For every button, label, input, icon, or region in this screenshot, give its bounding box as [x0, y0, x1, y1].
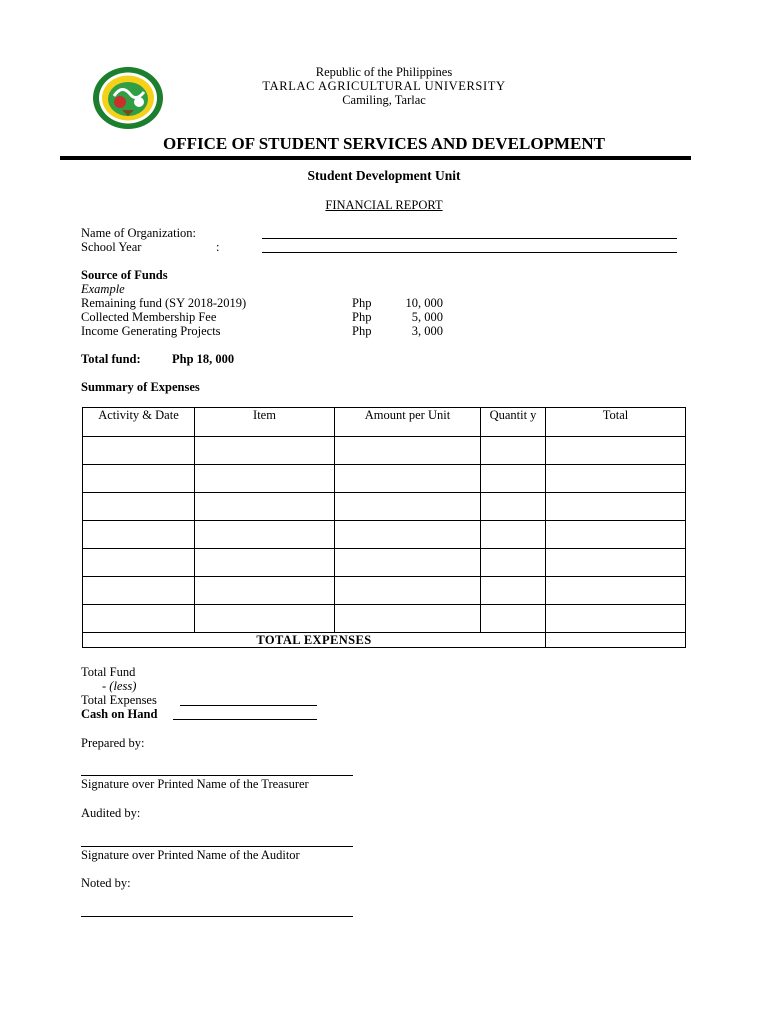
fund-row-label: Income Generating Projects	[81, 324, 221, 338]
republic-line: Republic of the Philippines	[315, 65, 453, 79]
table-cell[interactable]	[546, 493, 686, 521]
report-title: FINANCIAL REPORT	[325, 198, 443, 212]
table-cell[interactable]	[335, 605, 481, 633]
expenses-heading: Summary of Expenses	[81, 380, 200, 394]
fund-row-label: Collected Membership Fee	[81, 310, 217, 324]
table-cell[interactable]	[335, 437, 481, 465]
total-fund-value: Php 18, 000	[172, 352, 235, 366]
year-label: School Year	[81, 240, 142, 254]
total-expenses-field[interactable]	[180, 705, 317, 706]
table-cell[interactable]	[195, 437, 335, 465]
fund-row-amount: 5, 000	[411, 310, 443, 324]
table-cell[interactable]	[546, 521, 686, 549]
prepared-by-label: Prepared by:	[81, 736, 145, 750]
column-header: Item	[195, 408, 335, 437]
table-row	[83, 605, 686, 633]
fund-row-label: Remaining fund (SY 2018-2019)	[81, 296, 247, 310]
fund-row-currency: Php	[352, 310, 372, 324]
summary-less: - (less)	[102, 679, 137, 693]
header-rule	[60, 156, 691, 160]
summary-total-fund: Total Fund	[81, 665, 136, 679]
table-header-row	[83, 408, 686, 437]
table-cell[interactable]	[195, 549, 335, 577]
table-cell[interactable]	[83, 465, 195, 493]
table-cell[interactable]	[546, 605, 686, 633]
fund-row-amount: 10, 000	[405, 296, 443, 310]
total-expenses-row	[83, 633, 686, 648]
table-cell[interactable]	[195, 605, 335, 633]
table-cell[interactable]	[481, 493, 546, 521]
table-cell[interactable]	[481, 549, 546, 577]
org-label: Name of Organization:	[81, 226, 197, 240]
table-cell[interactable]	[83, 577, 195, 605]
table-cell[interactable]	[335, 493, 481, 521]
org-name-field[interactable]	[262, 238, 677, 239]
expenses-table	[82, 407, 686, 648]
funds-example: Example	[81, 282, 125, 296]
office-title: OFFICE OF STUDENT SERVICES AND DEVELOPMENT	[163, 134, 605, 153]
fund-row-currency: Php	[352, 324, 372, 338]
total-expenses-label: TOTAL EXPENSES	[83, 633, 546, 648]
school-year-field[interactable]	[262, 252, 677, 253]
fund-row-currency: Php	[352, 296, 372, 310]
table-cell[interactable]	[335, 549, 481, 577]
cash-on-hand-field[interactable]	[173, 719, 317, 720]
table-cell[interactable]	[83, 437, 195, 465]
table-row	[83, 549, 686, 577]
noted-by-label: Noted by:	[81, 876, 131, 890]
table-cell[interactable]	[546, 577, 686, 605]
table-row	[83, 493, 686, 521]
table-cell[interactable]	[481, 605, 546, 633]
table-cell[interactable]	[195, 577, 335, 605]
table-cell[interactable]	[546, 549, 686, 577]
column-header: Activity & Date	[83, 408, 195, 437]
table-cell[interactable]	[83, 549, 195, 577]
table-cell[interactable]	[481, 521, 546, 549]
unit-title: Student Development Unit	[307, 168, 461, 183]
table-cell[interactable]	[335, 577, 481, 605]
table-cell[interactable]	[195, 465, 335, 493]
table-cell[interactable]	[195, 521, 335, 549]
summary-cash-on-hand: Cash on Hand	[81, 707, 158, 721]
table-cell[interactable]	[481, 437, 546, 465]
table-cell[interactable]	[335, 521, 481, 549]
table-cell[interactable]	[83, 493, 195, 521]
noted-by-signature-line[interactable]	[81, 916, 353, 917]
table-cell[interactable]	[83, 521, 195, 549]
audited-by-label: Audited by:	[81, 806, 141, 820]
table-cell[interactable]	[546, 465, 686, 493]
fund-row-amount: 3, 000	[411, 324, 443, 338]
column-header: Amount per Unit	[335, 408, 481, 437]
table-cell[interactable]	[335, 465, 481, 493]
table-cell[interactable]	[83, 605, 195, 633]
auditor-caption: Signature over Printed Name of the Auditor	[81, 848, 300, 862]
year-colon: :	[216, 240, 220, 254]
auditor-signature-line[interactable]	[81, 846, 353, 847]
university-location: Camiling, Tarlac	[342, 93, 426, 107]
table-cell[interactable]	[546, 437, 686, 465]
table-row	[83, 521, 686, 549]
column-header: Quantit y	[481, 408, 546, 437]
summary-total-expenses: Total Expenses	[81, 693, 157, 707]
table-row	[83, 577, 686, 605]
funds-heading: Source of Funds	[81, 268, 168, 282]
treasurer-caption: Signature over Printed Name of the Treasurer	[81, 777, 309, 791]
column-header: Total	[546, 408, 686, 437]
table-row	[83, 437, 686, 465]
total-fund-label: Total fund:	[81, 352, 141, 366]
table-cell[interactable]	[195, 493, 335, 521]
table-row	[83, 465, 686, 493]
treasurer-signature-line[interactable]	[81, 775, 353, 776]
university-name: TARLAC AGRICULTURAL UNIVERSITY	[262, 79, 506, 93]
table-cell[interactable]	[481, 465, 546, 493]
total-expenses-cell[interactable]	[546, 633, 686, 648]
table-cell[interactable]	[481, 577, 546, 605]
